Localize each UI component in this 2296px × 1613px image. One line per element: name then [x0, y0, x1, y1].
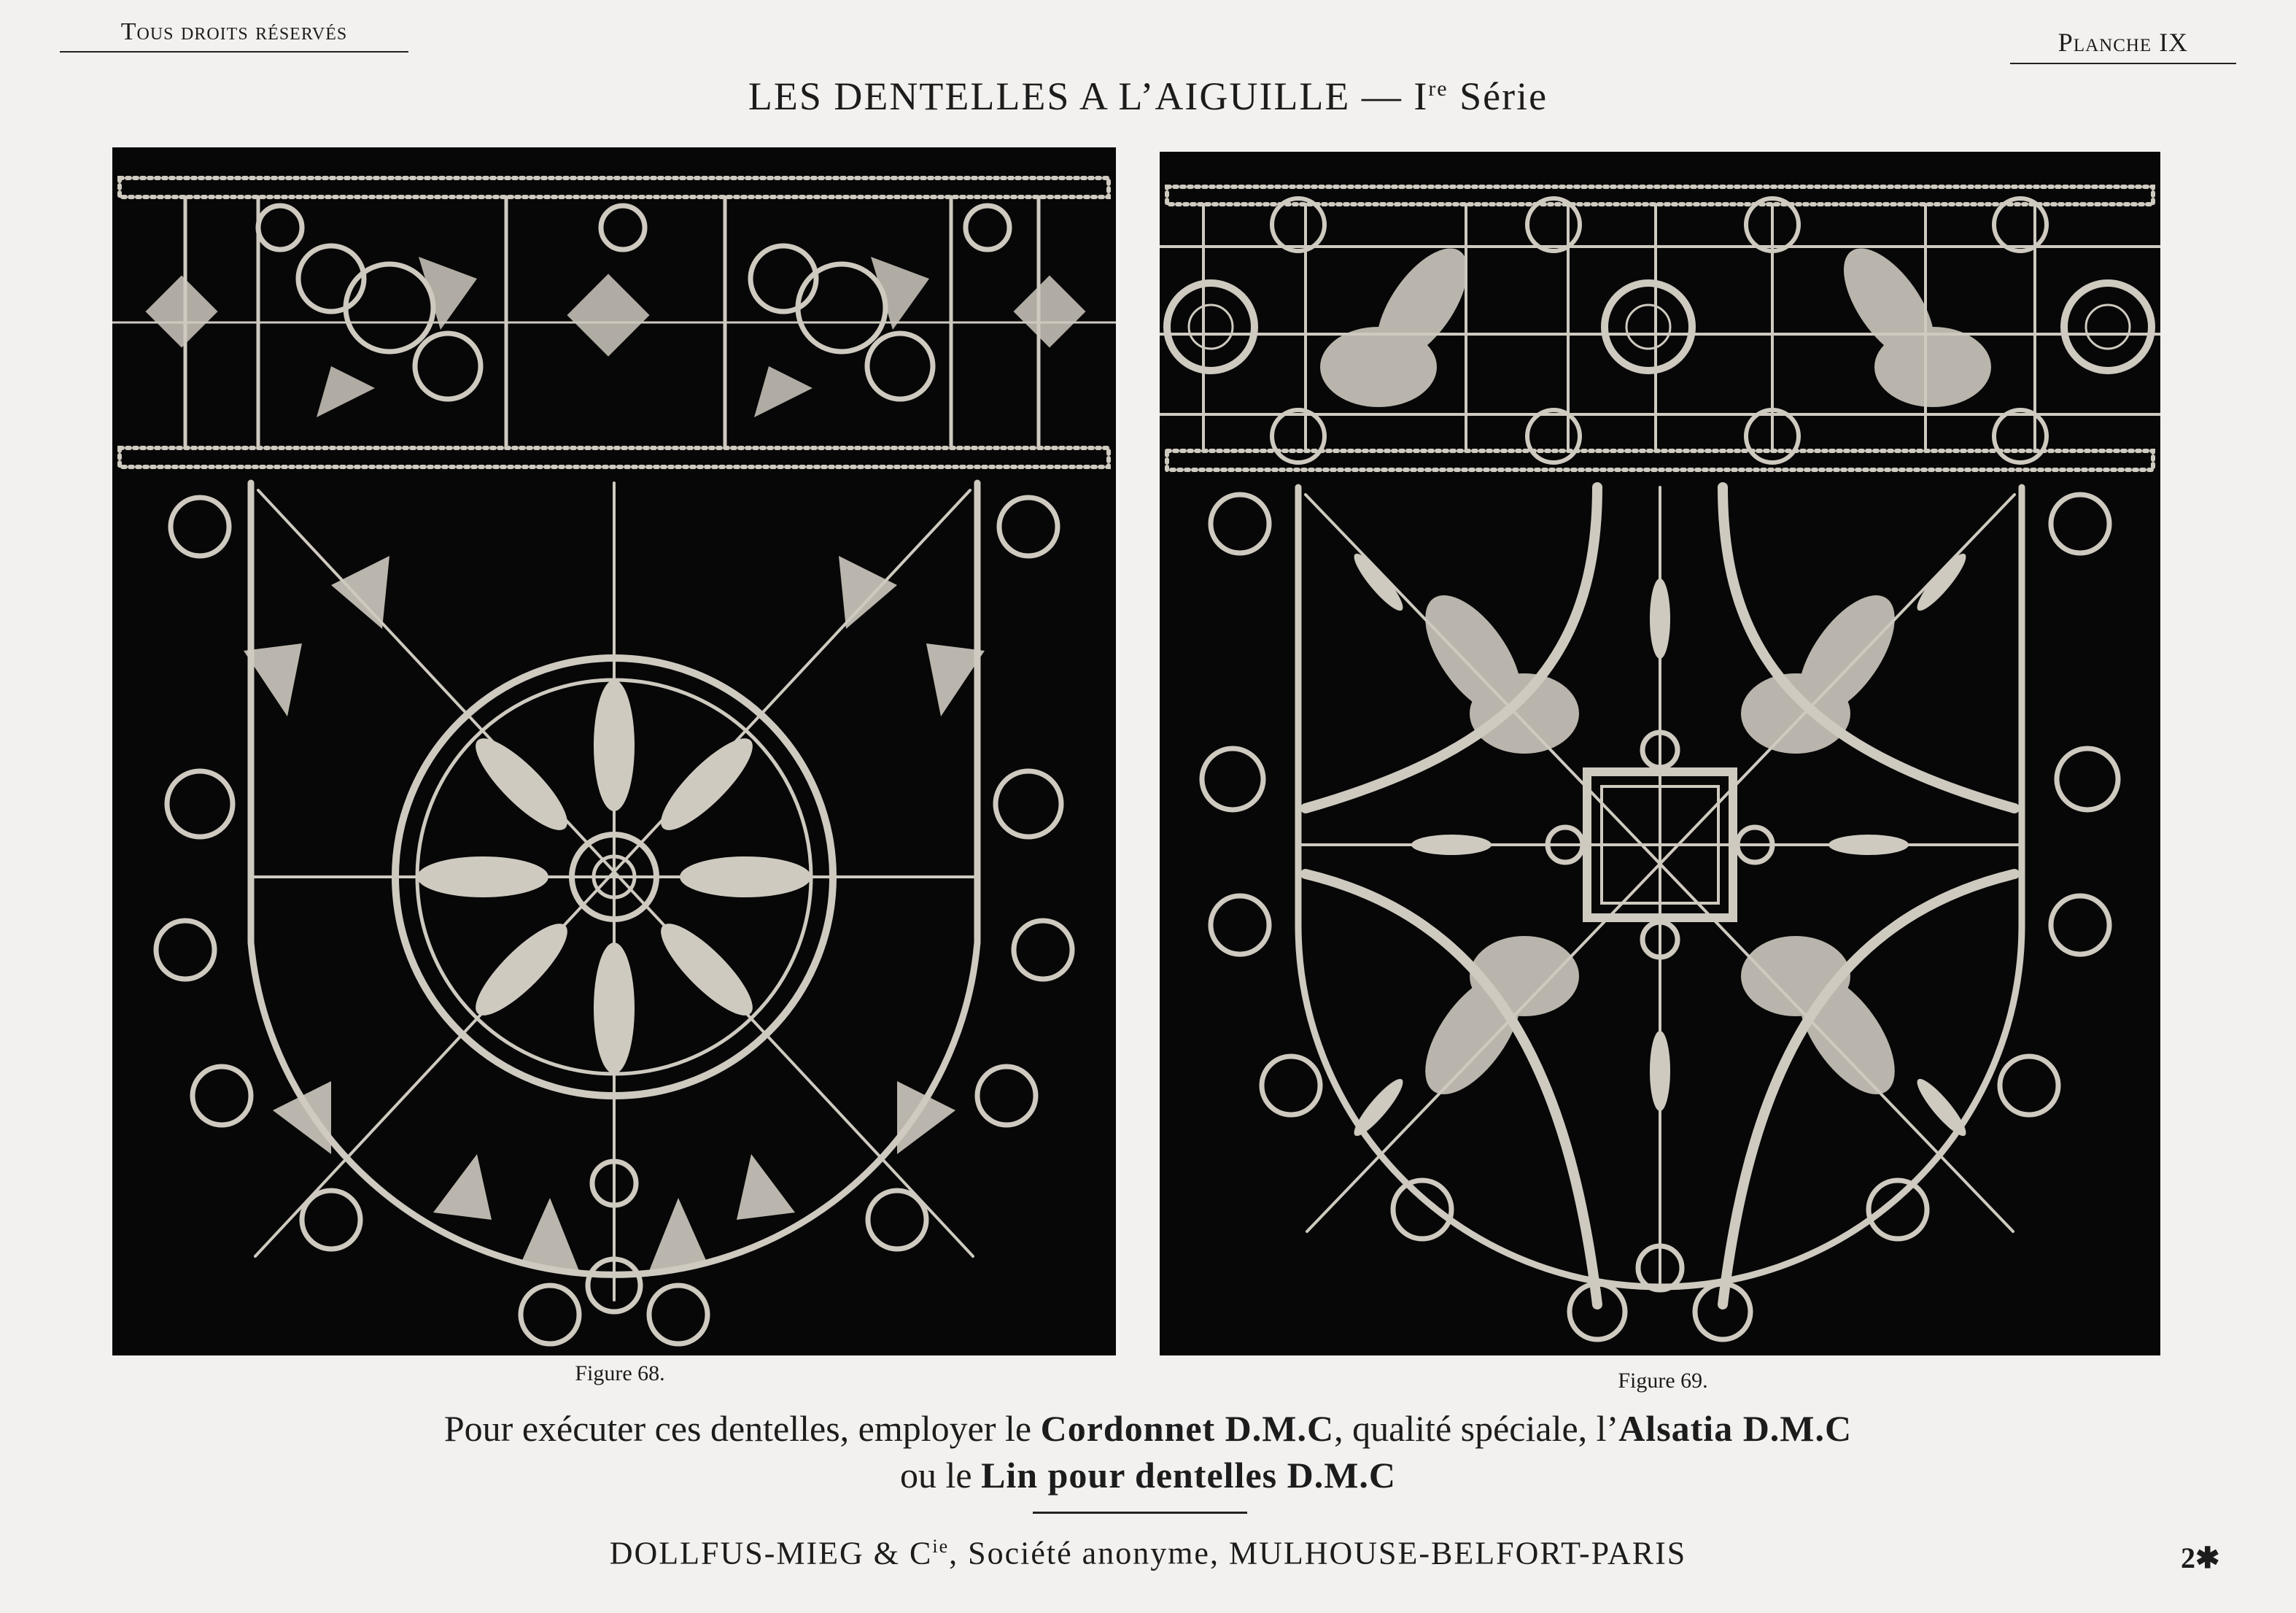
instructions-line-1: [0, 1405, 2296, 1452]
title-main: LES DENTELLES A L’AIGUILLE — I: [748, 74, 1429, 118]
rights-reserved-header: Tous droits réservés: [60, 13, 408, 53]
title-series: Série: [1448, 74, 1548, 118]
divider-rule: [1033, 1512, 1247, 1514]
instr-text-1a: Pour exécuter ces dentelles, employer le: [443, 1408, 1041, 1449]
instr-product-alsatia: Alsatia D.M.C: [1618, 1408, 1853, 1449]
instructions-line-2: [0, 1452, 2296, 1498]
page-number: 2✱: [2181, 1542, 2220, 1574]
instr-text-1c: , qualité spéciale, l’: [1334, 1408, 1619, 1449]
plate-number-header: Planche IX: [2010, 22, 2236, 64]
publisher-name: DOLLFUS-MIEG & C: [609, 1535, 933, 1571]
lace-photo-figure-69: [1160, 152, 2160, 1355]
instr-product-lin: Lin pour dentelles D.M.C: [981, 1455, 1397, 1496]
page-title: [0, 63, 2296, 123]
title-superscript: re: [1428, 77, 1448, 101]
lace-photo-figure-68: [112, 147, 1116, 1355]
lace-pattern-69-illustration: [1160, 152, 2160, 1355]
publisher-superscript: ie: [932, 1536, 950, 1557]
lace-pattern-68-illustration: [112, 147, 1116, 1355]
figure-69-caption: Figure 69.: [1618, 1369, 1708, 1393]
publisher-footer: [0, 1523, 2296, 1577]
publisher-details: , Société anonyme, MULHOUSE-BELFORT-PARIS: [949, 1535, 1687, 1571]
instr-product-cordonnet: Cordonnet D.M.C: [1040, 1408, 1335, 1449]
instr-text-2a: ou le: [899, 1455, 982, 1496]
figure-68-caption: Figure 68.: [575, 1361, 665, 1385]
